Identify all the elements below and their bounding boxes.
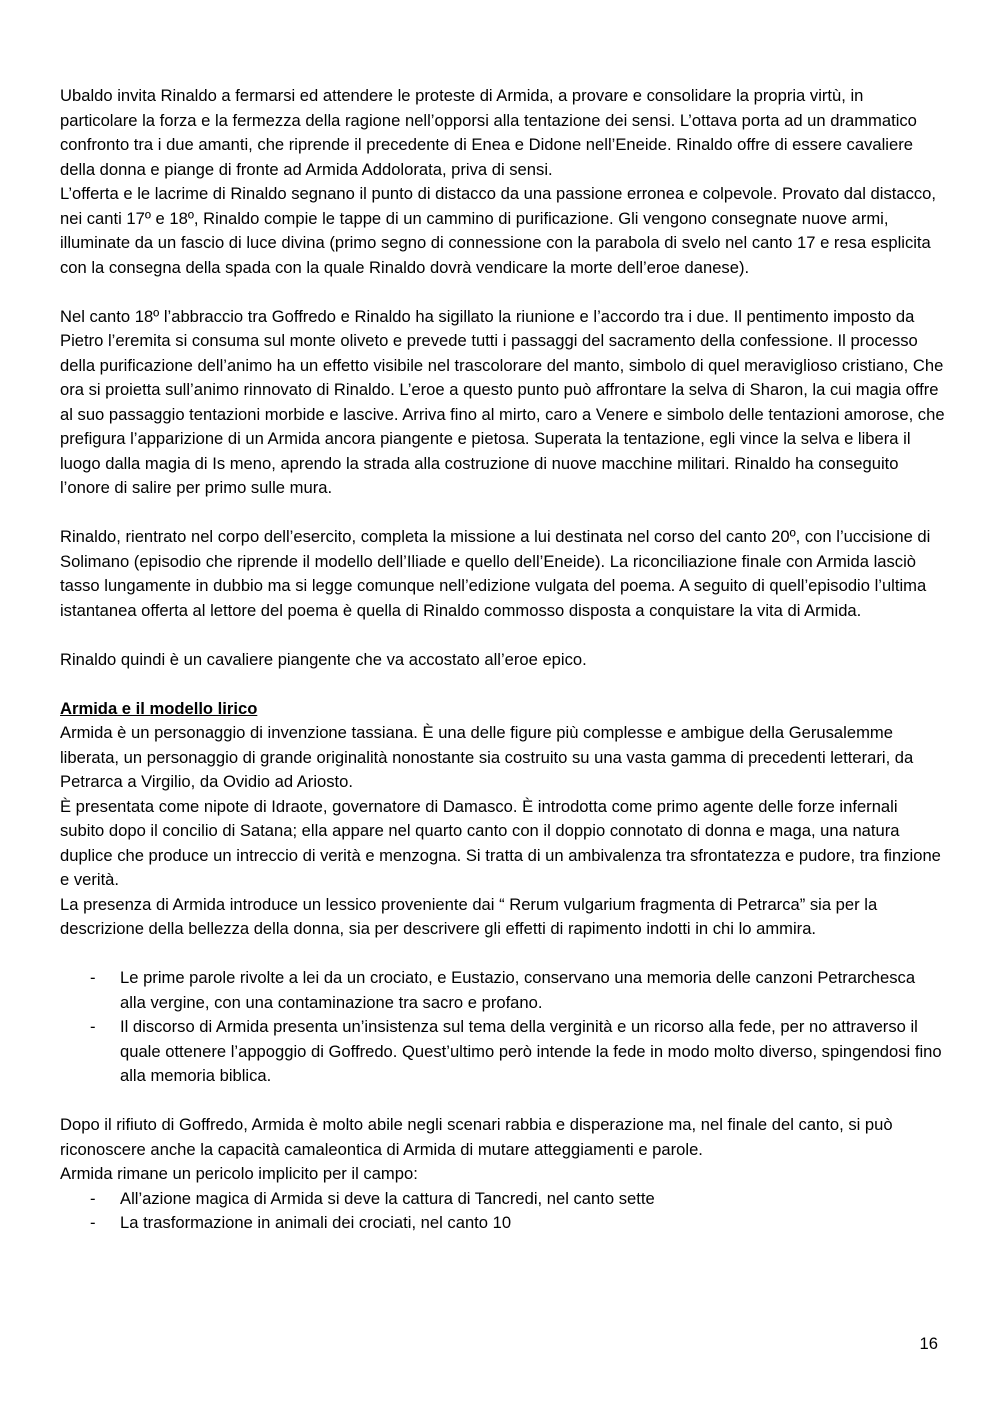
paragraph-canto-20: Rinaldo, rientrato nel corpo dell’esercito, completa la missione a lui destinata nel corso del canto 20º, con l’uccisione di Solimano (episodio che riprende il modello dell’Iliade e quello dell’Eneide). La riconciliazione finale con Armida lasciò tasso lungamente in dubbio ma si legge comunque nell’edizione vulgata del poema. A seguito di quell’episodio l’ultima istantanea offerta al lettore del poema è quella di Rinaldo commosso disposta a conquistare la vita di Armida. [60,527,931,620]
paragraph-armida-intro: Armida è un personaggio di invenzione tassiana. È una delle figure più complesse e ambigue della Gerusalemme liberata, un personaggio di grande originalità nonostante sia costruito su una vasta gamma di precedenti letterari, da Petrarca a Virgilio, da Ovidio ad Ariosto. [60,723,914,791]
paragraph-canto-18: Nel canto 18º l’abbraccio tra Goffredo e Rinaldo ha sigillato la riunione e l’accordo tra i due. Il pentimento imposto da Pietro l’eremita si consuma sul monte oliveto e prevede tutti i passaggi del sacramento della confessione. Il processo della purificazione dell’animo ha un effetto visibile nel trascolorare del manto, simbolo di quel meraviglioso cristiano, Che ora si proietta sull’animo rinnovato di Rinaldo. L’eroe a questo punto può affrontare la selva di Sharon, la cui magia offre al suo passaggio tentazioni morbide e lascive. Arriva fino al mirto, caro a Venere e simbolo delle tentazioni amorose, che prefigura l’apparizione di un Armida ancora piangente e pietosa. Superata la tentazione, egli vince la selva e libera il luogo dalla magia di Is meno, aprendo la strada alla costruzione di nuove macchine militari. Rinaldo ha conseguito l’onore di salire per primo sulle mura. [60,306,945,497]
dash-marker: - [90,968,96,987]
dash-marker: - [90,1017,96,1036]
list-item-text: All’azione magica di Armida si deve la cattura di Tancredi, nel canto sette [120,1188,655,1208]
dash-marker: - [90,1213,96,1232]
list-item-text: La trasformazione in animali dei crociati, nel canto 10 [120,1213,512,1232]
section-heading: Armida e il modello lirico [60,698,258,718]
paragraph-spacer [60,623,945,648]
list-item [60,1015,945,1089]
paragraph-spacer [60,501,945,526]
paragraph-spacer [60,942,945,967]
list-item [60,1187,945,1212]
paragraph-rifiuto: Dopo il rifiuto di Goffredo, Armida è molto abile negli scenari rabbia e disperazione ma, nel finale del canto, si può riconoscere anche la capacità camaleontica di Armida di mutare atteggiamenti e parole. [60,1115,893,1159]
paragraph-armida-nipote: È presentata come nipote di Idraote, governatore di Damasco. È introdotta come primo agente delle forze infernali subito dopo il concilio di Satana; ella appare nel quarto canto con il doppio connotato di donna e maga, una natura duplice che produce un intreccio di verità e menzogna. Si tratta di un ambivalenza tra sfrontatezza e pudore, tra finzione e verità. [60,796,941,889]
list-item-text: Il discorso di Armida presenta un’insistenza sul tema della verginità e un ricorso alla fede, per no attraverso il quale ottenere l’appoggio di Goffredo. Quest’ultimo però intende la fede in modo molto diverso, spingendosi fino alla memoria biblica. [120,1017,942,1085]
dash-marker: - [90,1188,96,1208]
paragraph-pericolo: Armida rimane un pericolo implicito per il campo: [60,1164,418,1183]
paragraph-offerta: L’offerta e le lacrime di Rinaldo segnano il punto di distacco da una passione erronea e colpevole. Provato dal distacco, nei canti 17º e 18º, Rinaldo compie le tappe di un cammino di purificazione. Gli vengono consegnate nuove armi, illuminate da un fascio di luce divina (primo segno di connessione con la parabola di svelo nel canto 17 e resa esplicita con la consegna della spada con la quale Rinaldo dovrà vendicare la morte dell’eroe danese). [60,184,937,277]
list-item-text: Le prime parole rivolte a lei da un crociato, e Eustazio, conservano una memoria delle canzoni Petrarchesca alla vergine, con una contaminazione tra sacro e profano. [120,968,916,1012]
paragraph-armida-lessico: La presenza di Armida introduce un lessico proveniente dai “ Rerum vulgarium fragmenta di Petrarca” sia per la descrizione della bellezza della donna, sia per descrivere gli effetti di rapimento indotti in chi lo ammira. [60,894,878,938]
paragraph-spacer [60,672,945,697]
page-body [60,84,945,1236]
paragraph-conclusion: Rinaldo quindi è un cavaliere piangente che va accostato all’eroe epico. [60,649,587,669]
paragraph-spacer [60,280,945,305]
bullet-list-pericolo [60,1187,945,1236]
paragraph-spacer [60,1089,945,1114]
list-item [60,1211,945,1236]
paragraph-ubaldo: Ubaldo invita Rinaldo a fermarsi ed attendere le proteste di Armida, a provare e consolidare la propria virtù, in particolare la forza e la fermezza della ragione nell’opporsi alla tentazione dei sensi. L’ottava porta ad un drammatico confronto tra i due amanti, che riprende il precedente di Enea e Didone nell’Eneide. Rinaldo offre di essere cavaliere della donna e piange di fronte ad Armida Addolorata, priva di sensi. [60,86,917,179]
page-number: 16 [919,1334,938,1353]
list-item [60,966,945,1015]
bullet-list-petrarca [60,966,945,1089]
